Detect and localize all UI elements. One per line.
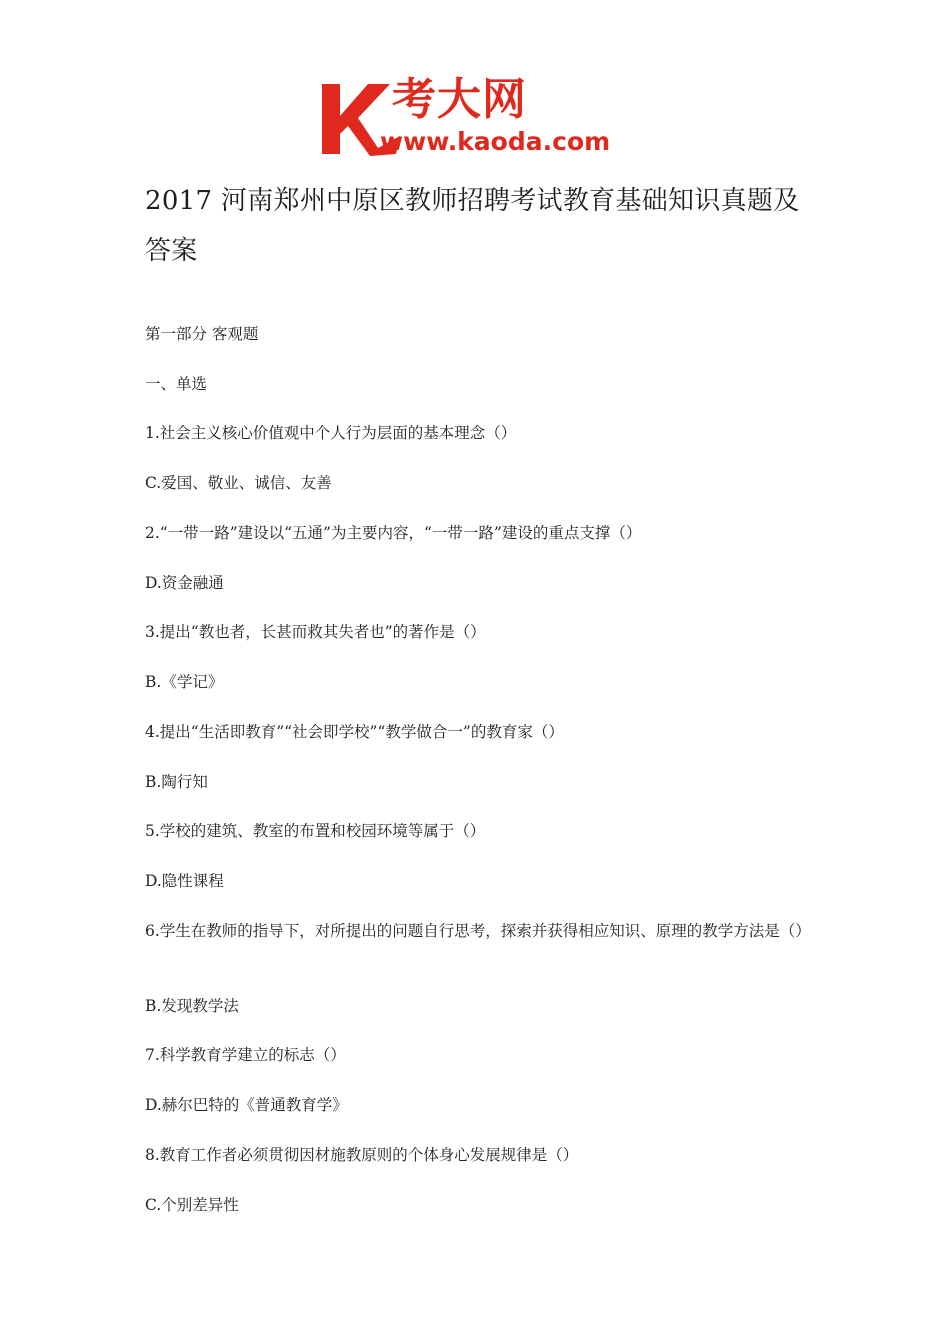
kaoda-logo	[318, 74, 638, 160]
subsection-heading: 一、单选	[145, 375, 208, 393]
question-6: 6.学生在教师的指导下，对所提出的问题自行思考，探索并获得相应知识、原理的教学方法是（）	[145, 922, 811, 940]
answer-3: B.《学记》	[145, 673, 224, 691]
answer-4: B.陶行知	[145, 773, 208, 791]
answer-7: D.赫尔巴特的《普通教育学》	[145, 1096, 348, 1114]
question-8: 8.教育工作者必须贯彻因材施教原则的个体身心发展规律是（）	[145, 1146, 579, 1164]
document-title: 2017 河南郑州中原区教师招聘考试教育基础知识真题及答案	[145, 186, 800, 266]
answer-2: D.资金融通	[145, 574, 224, 592]
section-heading: 第一部分 客观题	[145, 325, 259, 343]
question-2: 2.“一带一路”建设以“五通”为主要内容，“一带一路”建设的重点支撑（）	[145, 524, 642, 542]
answer-5: D.隐性课程	[145, 872, 224, 890]
logo-title: 考大网	[392, 74, 527, 125]
question-1: 1.社会主义核心价值观中个人行为层面的基本理念（）	[145, 424, 517, 442]
logo-url: www.kaoda.com	[380, 127, 611, 156]
question-4: 4.提出“生活即教育”“社会即学校”“教学做合一”的教育家（）	[145, 723, 564, 741]
question-3: 3.提出“教也者，长甚而救其失者也”的著作是（）	[145, 623, 486, 641]
answer-1: C.爱国、敬业、诚信、友善	[145, 474, 332, 492]
answer-6: B.发现教学法	[145, 997, 239, 1015]
question-7: 7.科学教育学建立的标志（）	[145, 1046, 346, 1064]
answer-8: C.个别差异性	[145, 1196, 239, 1214]
question-5: 5.学校的建筑、教室的布置和校园环境等属于（）	[145, 822, 486, 840]
